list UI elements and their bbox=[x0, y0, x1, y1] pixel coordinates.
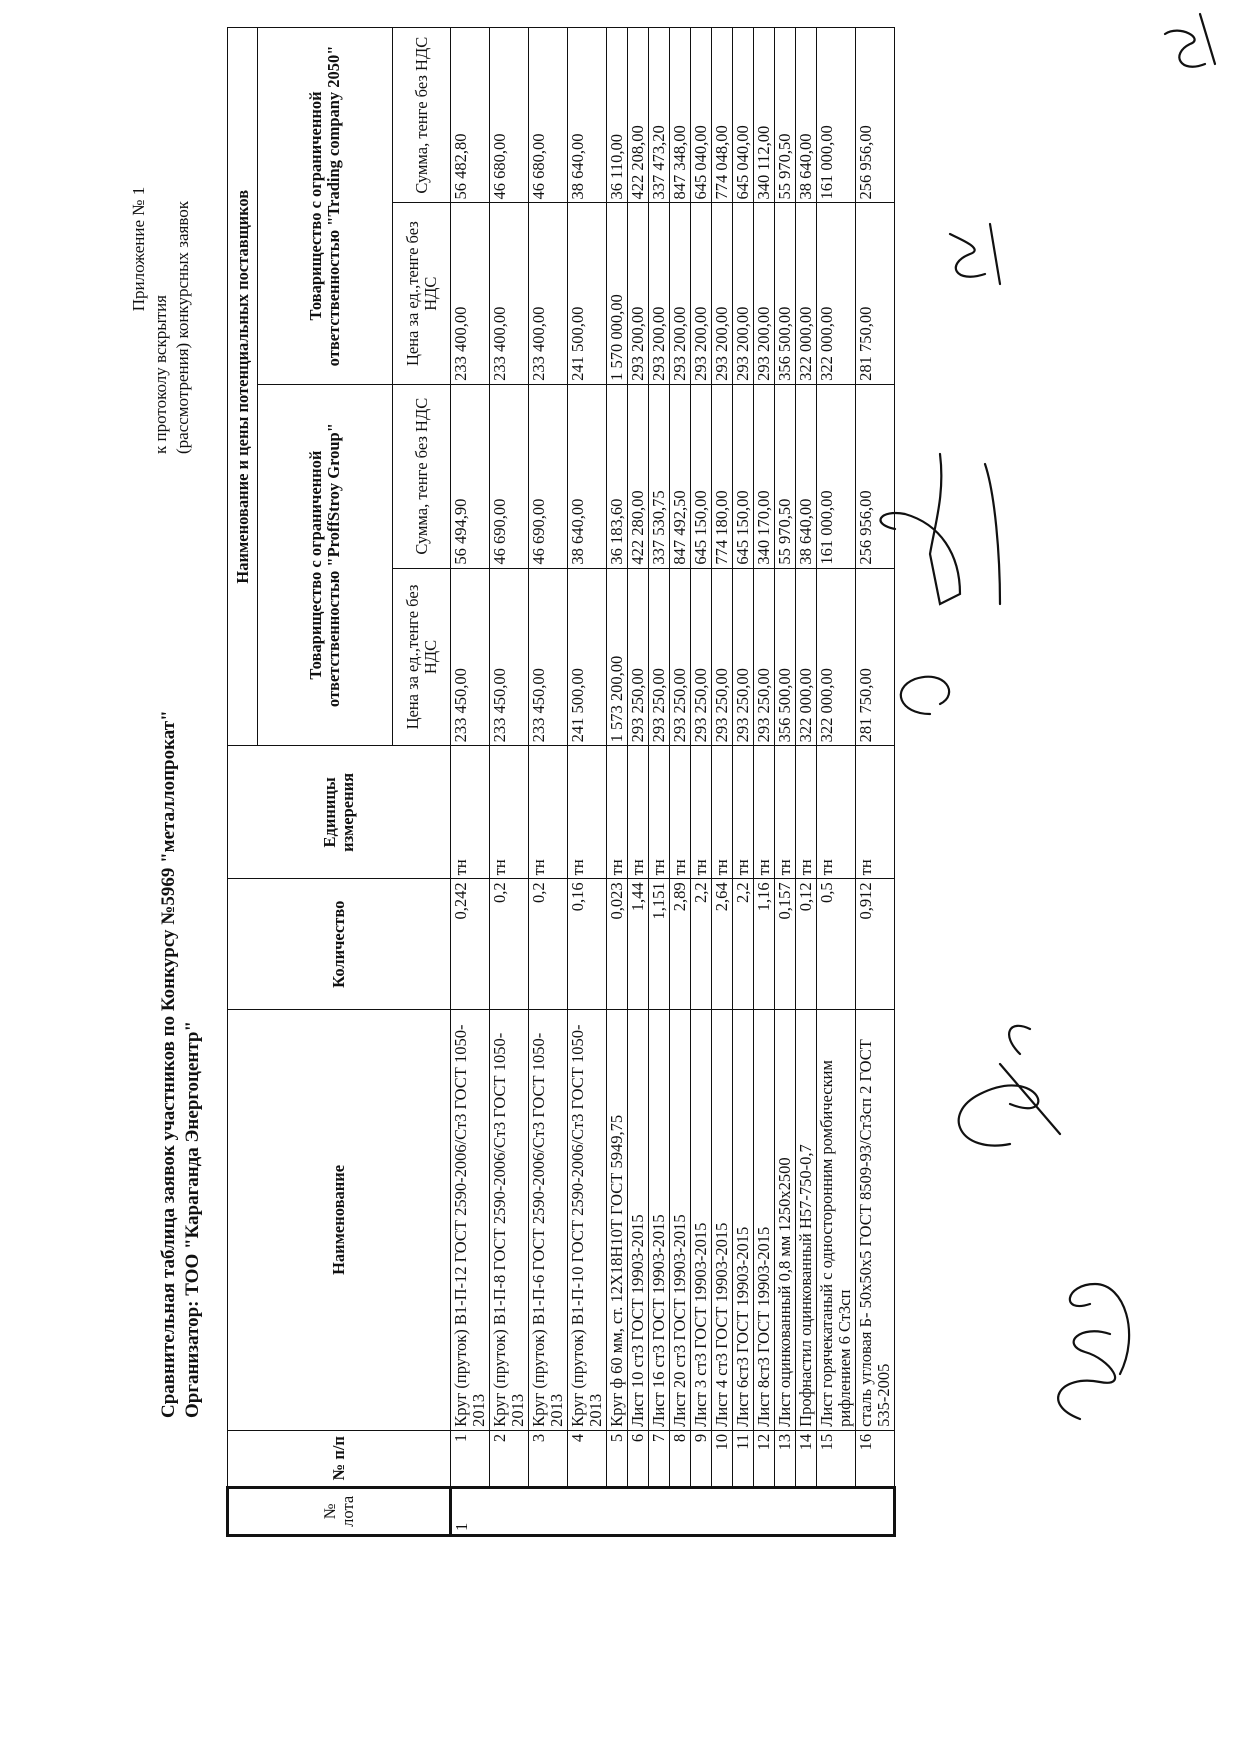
unit-cell: тн bbox=[775, 746, 796, 879]
signature-2 bbox=[959, 1026, 1060, 1146]
sum-2-cell: 46 680,00 bbox=[529, 28, 568, 203]
sum-1-cell: 847 492,50 bbox=[670, 384, 691, 568]
unit-cell: тн bbox=[733, 746, 754, 879]
quantity-cell: 0,12 bbox=[796, 879, 817, 1010]
price-2-cell: 356 500,00 bbox=[775, 203, 796, 384]
item-name-cell: Лист 4 ст3 ГОСТ 19903-2015 bbox=[712, 1009, 733, 1430]
row-number-cell: 4 bbox=[568, 1430, 607, 1487]
price-1-cell: 322 000,00 bbox=[817, 568, 856, 746]
col-num: № п/п bbox=[228, 1430, 451, 1487]
sum-2-cell: 774 048,00 bbox=[712, 28, 733, 203]
quantity-cell: 2,64 bbox=[712, 879, 733, 1010]
row-number-cell: 9 bbox=[691, 1430, 712, 1487]
appendix-line-1: Приложение № 1 bbox=[129, 186, 148, 312]
item-name-cell: Лист 10 ст3 ГОСТ 19903-2015 bbox=[628, 1009, 649, 1430]
row-number-cell: 13 bbox=[775, 1430, 796, 1487]
item-name-cell: Круг (пруток) В1-П-12 ГОСТ 2590-2006/Ст3 ГОСТ 1050-2013 bbox=[451, 1009, 490, 1430]
price-2-cell: 233 400,00 bbox=[451, 203, 490, 384]
table-row bbox=[451, 28, 490, 1536]
item-name-cell: сталь угловая Б- 50х50х5 ГОСТ 8509-93/Ст3сп 2 ГОСТ 535-2005 bbox=[856, 1009, 895, 1430]
price-1-cell: 322 000,00 bbox=[796, 568, 817, 746]
col-name: Наименование bbox=[228, 1009, 451, 1430]
price-1-cell: 241 500,00 bbox=[568, 568, 607, 746]
table-row bbox=[568, 28, 607, 1536]
item-name-cell: Лист 6ст3 ГОСТ 19903-2015 bbox=[733, 1009, 754, 1430]
signature-6 bbox=[1165, 14, 1215, 67]
unit-cell: тн bbox=[490, 746, 529, 879]
price-2-cell: 281 750,00 bbox=[856, 203, 895, 384]
quantity-cell: 0,023 bbox=[607, 879, 628, 1010]
appendix-note bbox=[128, 44, 194, 454]
item-name-cell: Лист 16 ст3 ГОСТ 19903-2015 bbox=[649, 1009, 670, 1430]
price-1-cell: 293 250,00 bbox=[691, 568, 712, 746]
quantity-cell: 0,16 bbox=[568, 879, 607, 1010]
unit-cell: тн bbox=[451, 746, 490, 879]
table-row bbox=[607, 28, 628, 1536]
unit-cell: тн bbox=[796, 746, 817, 879]
quantity-cell: 0,2 bbox=[490, 879, 529, 1010]
price-1-cell: 1 573 200,00 bbox=[607, 568, 628, 746]
col-sum-2: Сумма, тенге без НДС bbox=[393, 28, 451, 203]
sum-2-cell: 38 640,00 bbox=[796, 28, 817, 203]
sum-1-cell: 645 150,00 bbox=[733, 384, 754, 568]
table-body bbox=[451, 28, 895, 1536]
row-number-cell: 1 bbox=[451, 1430, 490, 1487]
item-name-cell: Лист 20 ст3 ГОСТ 19903-2015 bbox=[670, 1009, 691, 1430]
price-2-cell: 233 400,00 bbox=[490, 203, 529, 384]
sum-1-cell: 55 970,50 bbox=[775, 384, 796, 568]
unit-cell: тн bbox=[670, 746, 691, 879]
table-row bbox=[649, 28, 670, 1536]
sum-2-cell: 56 482,80 bbox=[451, 28, 490, 203]
table-row bbox=[754, 28, 775, 1536]
quantity-cell: 2,89 bbox=[670, 879, 691, 1010]
unit-cell: тн bbox=[712, 746, 733, 879]
col-price-2: Цена за ед.,тенге без НДС bbox=[393, 203, 451, 384]
sum-1-cell: 36 183,60 bbox=[607, 384, 628, 568]
price-1-cell: 293 250,00 bbox=[628, 568, 649, 746]
price-2-cell: 293 200,00 bbox=[649, 203, 670, 384]
price-2-cell: 322 000,00 bbox=[817, 203, 856, 384]
quantity-cell: 0,2 bbox=[529, 879, 568, 1010]
price-2-cell: 293 200,00 bbox=[691, 203, 712, 384]
quantity-cell: 2,2 bbox=[691, 879, 712, 1010]
row-number-cell: 10 bbox=[712, 1430, 733, 1487]
item-name-cell: Круг (пруток) В1-П-8 ГОСТ 2590-2006/Ст3 ГОСТ 1050-2013 bbox=[490, 1009, 529, 1430]
sum-1-cell: 46 690,00 bbox=[529, 384, 568, 568]
price-2-cell: 293 200,00 bbox=[754, 203, 775, 384]
sum-2-cell: 55 970,50 bbox=[775, 28, 796, 203]
col-supplier-2: Товарищество с ограниченной ответственностью "Trading company 2050" bbox=[258, 28, 393, 385]
sum-1-cell: 340 170,00 bbox=[754, 384, 775, 568]
table-row bbox=[670, 28, 691, 1536]
row-number-cell: 8 bbox=[670, 1430, 691, 1487]
sum-1-cell: 38 640,00 bbox=[796, 384, 817, 568]
item-name-cell: Круг (пруток) В1-П-10 ГОСТ 2590-2006/Ст3 ГОСТ 1050-2013 bbox=[568, 1009, 607, 1430]
price-2-cell: 233 400,00 bbox=[529, 203, 568, 384]
quantity-cell: 0,242 bbox=[451, 879, 490, 1010]
quantity-cell: 0,5 bbox=[817, 879, 856, 1010]
sum-2-cell: 36 110,00 bbox=[607, 28, 628, 203]
row-number-cell: 5 bbox=[607, 1430, 628, 1487]
organizer-line: Организатор: ТОО "Караганда Энергоцентр" bbox=[182, 1020, 203, 1418]
unit-cell: тн bbox=[607, 746, 628, 879]
row-number-cell: 14 bbox=[796, 1430, 817, 1487]
table-row bbox=[712, 28, 733, 1536]
price-2-cell: 241 500,00 bbox=[568, 203, 607, 384]
table-row bbox=[628, 28, 649, 1536]
price-1-cell: 233 450,00 bbox=[529, 568, 568, 746]
quantity-cell: 2,2 bbox=[733, 879, 754, 1010]
quantity-cell: 0,912 bbox=[856, 879, 895, 1010]
col-lot: № лота bbox=[228, 1487, 451, 1535]
item-name-cell: Лист оцинкованный 0,8 мм 1250х2500 bbox=[775, 1009, 796, 1430]
price-2-cell: 293 200,00 bbox=[628, 203, 649, 384]
unit-cell: тн bbox=[691, 746, 712, 879]
row-number-cell: 6 bbox=[628, 1430, 649, 1487]
price-1-cell: 293 250,00 bbox=[670, 568, 691, 746]
quantity-cell: 0,157 bbox=[775, 879, 796, 1010]
price-1-cell: 293 250,00 bbox=[649, 568, 670, 746]
signature-4 bbox=[881, 454, 1000, 604]
price-1-cell: 356 500,00 bbox=[775, 568, 796, 746]
table-row bbox=[529, 28, 568, 1536]
sum-2-cell: 340 112,00 bbox=[754, 28, 775, 203]
sum-1-cell: 38 640,00 bbox=[568, 384, 607, 568]
price-1-cell: 281 750,00 bbox=[856, 568, 895, 746]
price-1-cell: 233 450,00 bbox=[451, 568, 490, 746]
sum-1-cell: 161 000,00 bbox=[817, 384, 856, 568]
quantity-cell: 1,44 bbox=[628, 879, 649, 1010]
item-name-cell: Лист горячекатаный с односторонним ромбическим рифлением 6 Ст3сп bbox=[817, 1009, 856, 1430]
table-row bbox=[775, 28, 796, 1536]
item-name-cell: Круг (пруток) В1-П-6 ГОСТ 2590-2006/Ст3 ГОСТ 1050-2013 bbox=[529, 1009, 568, 1430]
table-row bbox=[856, 28, 895, 1536]
row-number-cell: 15 bbox=[817, 1430, 856, 1487]
item-name-cell: Лист 8ст3 ГОСТ 19903-2015 bbox=[754, 1009, 775, 1430]
lot-number-cell: 1 bbox=[451, 1487, 895, 1535]
sum-2-cell: 256 956,00 bbox=[856, 28, 895, 203]
sum-2-cell: 847 348,00 bbox=[670, 28, 691, 203]
sum-2-cell: 645 040,00 bbox=[691, 28, 712, 203]
price-2-cell: 293 200,00 bbox=[670, 203, 691, 384]
unit-cell: тн bbox=[649, 746, 670, 879]
appendix-line-3: (рассмотрения) конкурсных заявок bbox=[173, 200, 192, 454]
table-row bbox=[490, 28, 529, 1536]
price-2-cell: 1 570 000,00 bbox=[607, 203, 628, 384]
col-price-1: Цена за ед.,тенге без НДС bbox=[393, 568, 451, 746]
sum-1-cell: 774 180,00 bbox=[712, 384, 733, 568]
sum-2-cell: 161 000,00 bbox=[817, 28, 856, 203]
table-row bbox=[691, 28, 712, 1536]
price-1-cell: 293 250,00 bbox=[754, 568, 775, 746]
sum-1-cell: 56 494,90 bbox=[451, 384, 490, 568]
col-unit: Единицы измерения bbox=[228, 746, 451, 879]
table-row bbox=[796, 28, 817, 1536]
col-supplier-1: Товарищество с ограниченной ответственностью "ProffStroy Group" bbox=[258, 384, 393, 746]
unit-cell: тн bbox=[568, 746, 607, 879]
item-name-cell: Круг ф 60 мм, ст. 12Х18Н10Т ГОСТ 5949,75 bbox=[607, 1009, 628, 1430]
price-2-cell: 293 200,00 bbox=[733, 203, 754, 384]
price-1-cell: 293 250,00 bbox=[712, 568, 733, 746]
signature-3 bbox=[901, 677, 949, 714]
col-sum-1: Сумма, тенге без НДС bbox=[393, 384, 451, 568]
row-number-cell: 11 bbox=[733, 1430, 754, 1487]
row-number-cell: 7 bbox=[649, 1430, 670, 1487]
price-2-cell: 293 200,00 bbox=[712, 203, 733, 384]
sum-2-cell: 38 640,00 bbox=[568, 28, 607, 203]
unit-cell: тн bbox=[754, 746, 775, 879]
sum-1-cell: 337 530,75 bbox=[649, 384, 670, 568]
signature-5 bbox=[950, 224, 1000, 284]
unit-cell: тн bbox=[817, 746, 856, 879]
sum-2-cell: 337 473,20 bbox=[649, 28, 670, 203]
sum-2-cell: 46 680,00 bbox=[490, 28, 529, 203]
sum-1-cell: 422 280,00 bbox=[628, 384, 649, 568]
item-name-cell: Профнастил оцинкованный Н57-750-0,7 bbox=[796, 1009, 817, 1430]
sum-2-cell: 645 040,00 bbox=[733, 28, 754, 203]
sum-1-cell: 256 956,00 bbox=[856, 384, 895, 568]
row-number-cell: 2 bbox=[490, 1430, 529, 1487]
sum-1-cell: 645 150,00 bbox=[691, 384, 712, 568]
comparison-table bbox=[226, 27, 896, 1537]
unit-cell: тн bbox=[628, 746, 649, 879]
price-2-cell: 322 000,00 bbox=[796, 203, 817, 384]
row-number-cell: 16 bbox=[856, 1430, 895, 1487]
appendix-line-2: к протоколу вскрытия bbox=[151, 295, 170, 454]
row-number-cell: 3 bbox=[529, 1430, 568, 1487]
document-title: Сравнительная таблица заявок участников по Конкурсу №5969 "металлопрокат" bbox=[158, 710, 179, 1418]
unit-cell: тн bbox=[856, 746, 895, 879]
row-number-cell: 12 bbox=[754, 1430, 775, 1487]
sum-2-cell: 422 208,00 bbox=[628, 28, 649, 203]
price-1-cell: 233 450,00 bbox=[490, 568, 529, 746]
unit-cell: тн bbox=[529, 746, 568, 879]
col-group-suppliers: Наименование и цены потенциальных поставщиков bbox=[228, 28, 258, 746]
table-row bbox=[733, 28, 754, 1536]
quantity-cell: 1,151 bbox=[649, 879, 670, 1010]
quantity-cell: 1,16 bbox=[754, 879, 775, 1010]
price-1-cell: 293 250,00 bbox=[733, 568, 754, 746]
signature-1 bbox=[1058, 1284, 1129, 1419]
col-qty: Количество bbox=[228, 879, 451, 1010]
sum-1-cell: 46 690,00 bbox=[490, 384, 529, 568]
item-name-cell: Лист 3 ст3 ГОСТ 19903-2015 bbox=[691, 1009, 712, 1430]
table-row bbox=[817, 28, 856, 1536]
